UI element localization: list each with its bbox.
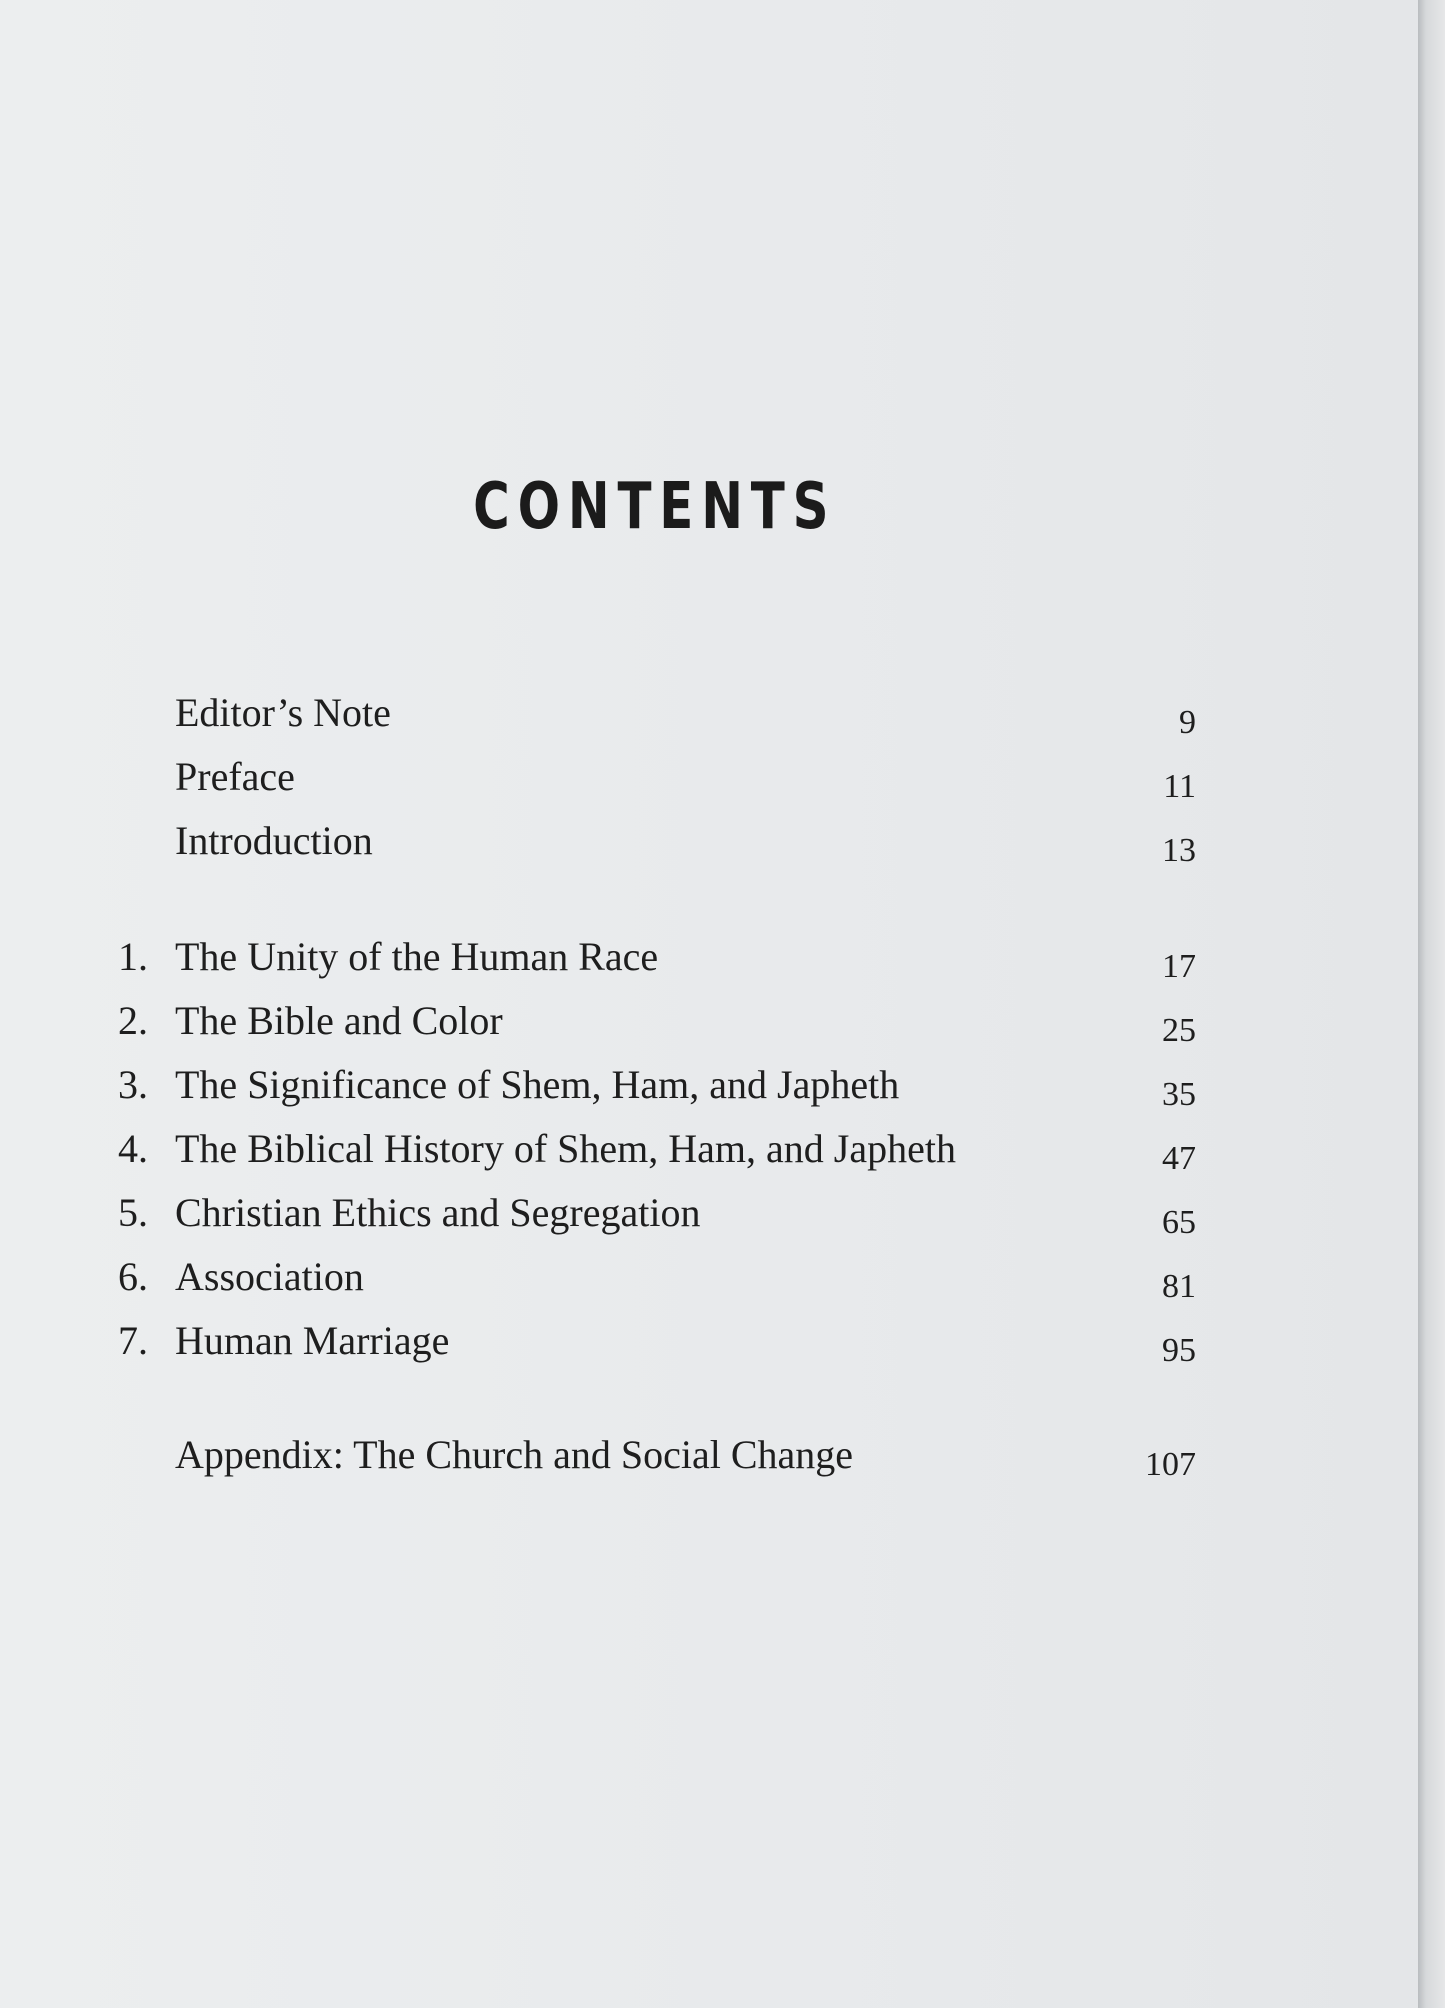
toc-chapter-1 [0,927,1418,987]
chapter-number: 7. [118,1318,148,1363]
chapter-title: Human Marriage [175,1318,450,1363]
toc-entry-label: Introduction [175,818,373,863]
toc-entry-label: Editor’s Note [175,690,391,735]
toc-entry-page: 107 [1145,1446,1196,1483]
chapter-number: 6. [118,1254,148,1299]
chapter-number: 5. [118,1190,148,1235]
toc-chapter-7 [0,1311,1418,1371]
toc-entry-appendix [0,1425,1418,1485]
toc-chapter-3 [0,1055,1418,1115]
chapter-page: 17 [1162,948,1196,985]
chapter-title: The Significance of Shem, Ham, and Japheth [175,1062,900,1107]
chapter-page: 81 [1162,1268,1196,1305]
toc-chapter-4 [0,1119,1418,1179]
toc-chapter-5 [0,1183,1418,1243]
chapter-number: 1. [118,934,148,979]
chapter-title: Christian Ethics and Segregation [175,1190,701,1235]
chapter-page: 25 [1162,1012,1196,1049]
toc-entry-label: Appendix: The Church and Social Change [175,1432,854,1477]
chapter-page: 65 [1162,1204,1196,1241]
toc-chapter-6 [0,1247,1418,1307]
toc-entry-label: Preface [175,754,295,799]
chapter-number: 3. [118,1062,148,1107]
chapter-page: 35 [1162,1076,1196,1113]
toc-entry-introduction [0,811,1418,871]
chapter-title: Association [175,1254,364,1299]
contents-heading: CONTENTS [473,470,837,544]
chapter-title: The Biblical History of Shem, Ham, and Japheth [175,1126,956,1171]
chapter-title: The Bible and Color [175,998,503,1043]
toc-entry-preface [0,747,1418,807]
toc-chapter-2 [0,991,1418,1051]
chapter-page: 47 [1162,1140,1196,1177]
toc-entry-page: 9 [1179,704,1196,741]
toc-entry-page: 13 [1162,832,1196,869]
toc-entry-editors-note [0,683,1418,743]
chapter-number: 4. [118,1126,148,1171]
chapter-page: 95 [1162,1332,1196,1369]
chapter-number: 2. [118,998,148,1043]
page-edge [1418,0,1445,2008]
toc-entry-page: 11 [1163,768,1196,805]
chapter-title: The Unity of the Human Race [175,934,659,979]
